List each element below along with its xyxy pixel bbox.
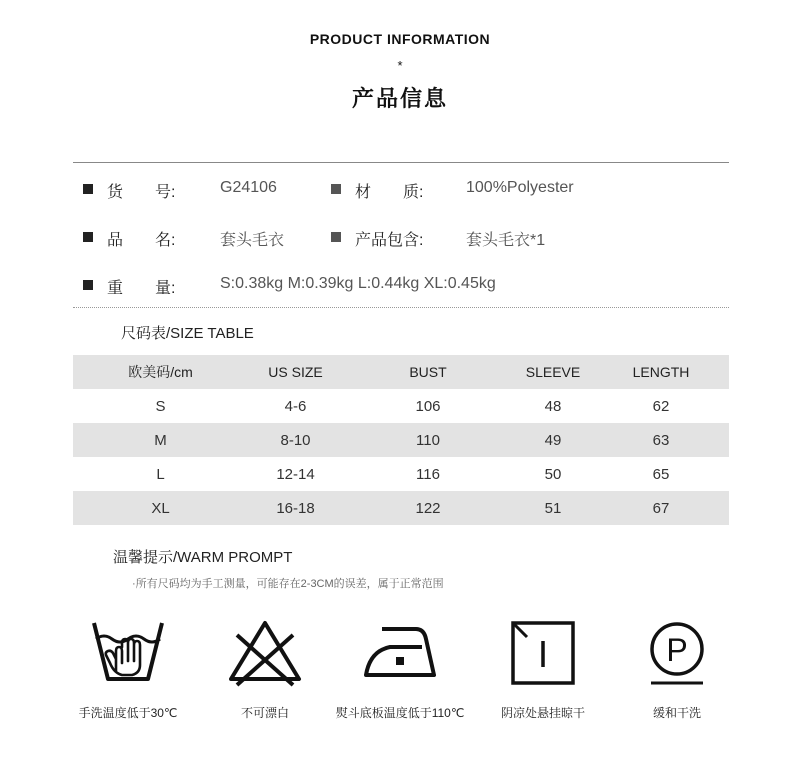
- care-label: 缓和干洗: [652, 706, 701, 720]
- package-value: 套头毛衣*1: [466, 232, 546, 249]
- gentle-dry-clean-icon: [637, 617, 717, 687]
- table-header-cell: US SIZE: [248, 355, 343, 389]
- header-cn-title: 产品信息: [351, 86, 448, 111]
- table-header-cell: BUST: [343, 355, 513, 389]
- warm-prompt-title: 温馨提示/WARM PROMPT: [113, 549, 293, 566]
- table-cell: 50: [544, 465, 562, 483]
- table-cell: 4-6: [284, 397, 307, 415]
- bullet-square-icon: [83, 232, 93, 242]
- care-label: 熨斗底板温度低于110℃: [335, 706, 465, 720]
- bullet-square-icon: [331, 232, 341, 242]
- table-cell: 51: [513, 491, 593, 525]
- care-item-hand-wash: [58, 617, 198, 720]
- divider-solid: [73, 162, 729, 163]
- header-en-title: PRODUCT INFORMATION: [309, 31, 491, 47]
- care-item-no-bleach: [195, 617, 335, 720]
- table-cell: XL: [73, 491, 248, 525]
- weight-label: 重 量:: [107, 280, 176, 297]
- table-row: [73, 491, 729, 525]
- name-label: 品 名:: [107, 232, 176, 249]
- table-header-cell: 欧美码/cm: [73, 355, 248, 389]
- dry-clean-symbol: P: [666, 632, 688, 668]
- table-cell: 116: [416, 465, 440, 483]
- care-label: 阴凉处悬挂晾干: [500, 706, 585, 720]
- bullet-square-icon: [83, 184, 93, 194]
- table-cell: 49: [513, 423, 593, 457]
- care-item-iron: [330, 617, 470, 720]
- warm-prompt-note: ·所有尺码均为手工测量，可能存在2-3CM的误差，属于正常范围: [132, 578, 444, 590]
- table-cell: 122: [343, 491, 513, 525]
- info-row-weight: [73, 273, 729, 297]
- item-no-label: 货 号:: [107, 184, 176, 201]
- table-cell: M: [73, 423, 248, 457]
- bullet-square-icon: [83, 280, 93, 290]
- table-row: [73, 423, 729, 457]
- table-cell: 48: [544, 397, 562, 415]
- name-value: 套头毛衣: [220, 232, 285, 249]
- table-cell: 62: [652, 397, 670, 415]
- table-cell: 65: [652, 465, 670, 483]
- care-label: 不可漂白: [240, 706, 289, 720]
- info-row-name: [73, 225, 729, 249]
- table-cell: 67: [593, 491, 729, 525]
- table-header-cell: LENGTH: [593, 355, 729, 389]
- hand-wash-icon: [88, 617, 168, 687]
- divider-dotted: [73, 307, 729, 308]
- iron-low-icon: [360, 617, 440, 687]
- table-cell: 16-18: [248, 491, 343, 525]
- care-item-line-dry: [473, 617, 613, 720]
- table-cell: 110: [343, 423, 513, 457]
- no-bleach-icon: [225, 617, 305, 687]
- table-cell: 12-14: [276, 465, 315, 483]
- care-label: 手洗温度低于30℃: [78, 706, 178, 720]
- table-cell: S: [155, 397, 166, 415]
- line-dry-shade-icon: [503, 617, 583, 687]
- table-row: [73, 389, 729, 423]
- weight-value: S:0.38kg M:0.39kg L:0.44kg XL:0.45kg: [220, 275, 496, 292]
- care-item-dry-clean: [607, 617, 747, 720]
- table-cell: L: [156, 465, 165, 483]
- header-star: *: [397, 58, 403, 73]
- material-value: 100%Polyester: [466, 179, 574, 196]
- table-row: [73, 457, 729, 491]
- size-table: [73, 355, 729, 525]
- info-row-item-no: [73, 177, 729, 201]
- package-label: 产品包含:: [355, 232, 424, 249]
- table-header-row: [73, 355, 729, 389]
- material-label: 材 质:: [355, 184, 424, 201]
- table-cell: 106: [415, 397, 441, 415]
- item-no-value: G24106: [220, 179, 277, 196]
- table-cell: 63: [593, 423, 729, 457]
- size-table-title: 尺码表/SIZE TABLE: [121, 325, 254, 342]
- table-header-cell: SLEEVE: [513, 355, 593, 389]
- table-cell: 8-10: [248, 423, 343, 457]
- bullet-square-icon: [331, 184, 341, 194]
